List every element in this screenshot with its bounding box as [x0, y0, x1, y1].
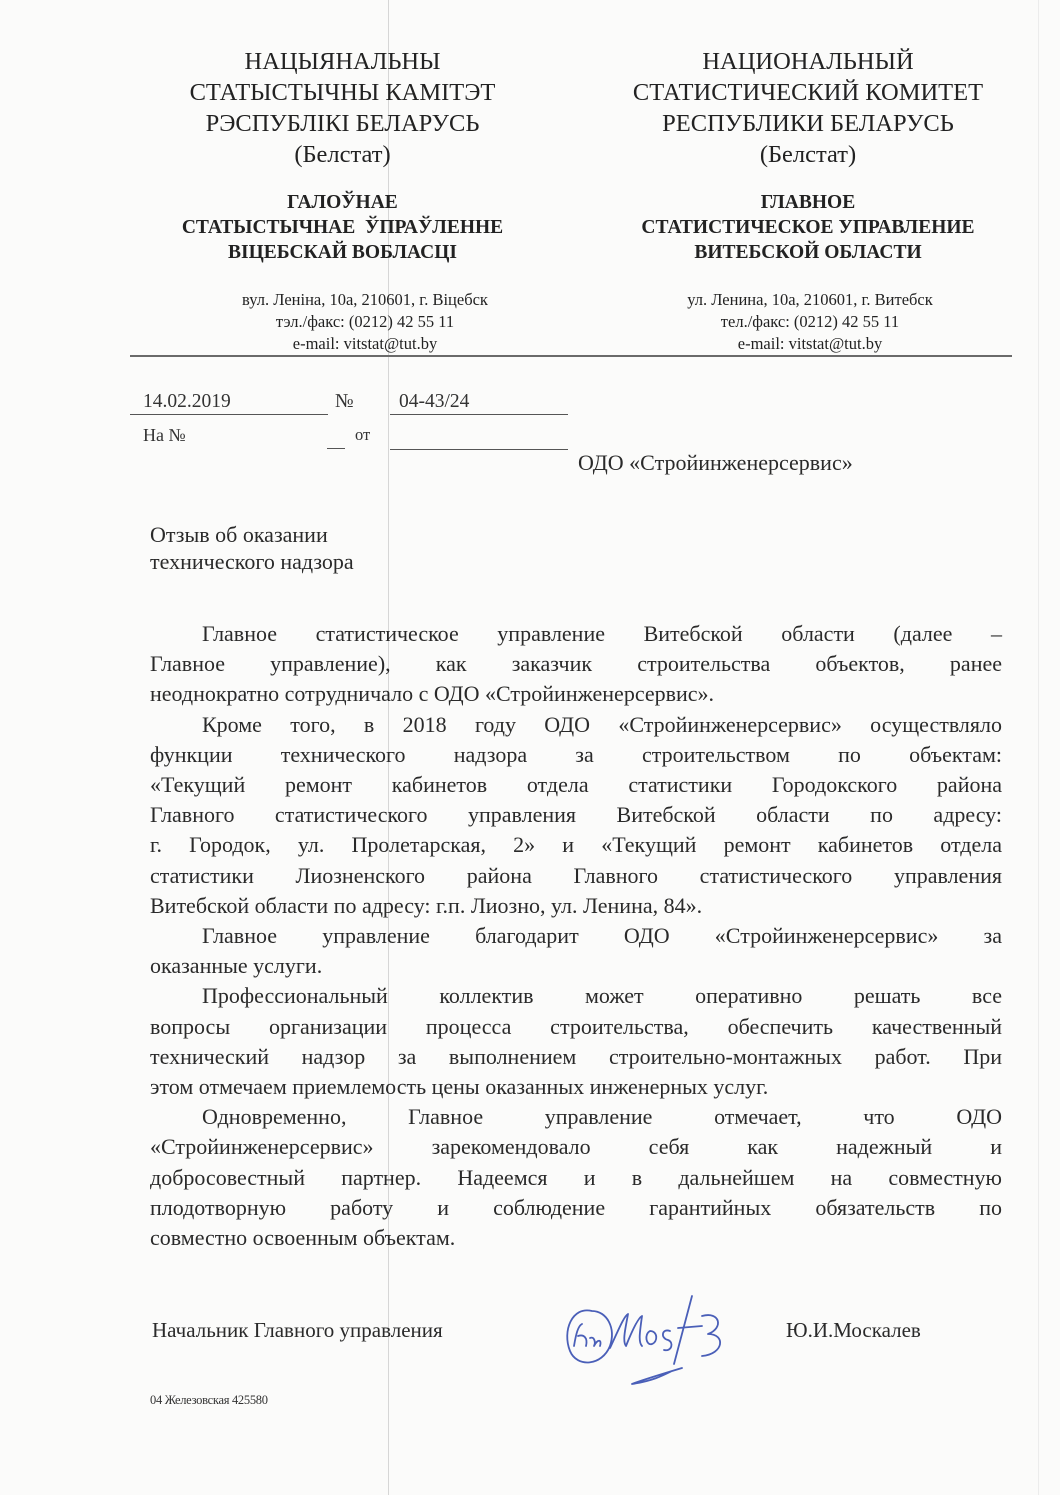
- signatory-name: Ю.И.Москалев: [786, 1318, 921, 1342]
- from-underline: [390, 449, 568, 450]
- scan-edge-line: [1038, 0, 1039, 1495]
- paragraph-line: статистики Лиозненского района Главного статистического управления: [150, 862, 1002, 888]
- email: e-mail: vitstat@tut.by: [292, 334, 438, 353]
- phone: тел./факс: (0212) 42 55 11: [720, 312, 900, 331]
- number-underline: [390, 414, 568, 415]
- body-paragraph: [150, 921, 1002, 981]
- number-sign: №: [335, 391, 354, 412]
- paragraph-line: Главное статистическое управление Витебской области (далее –: [202, 621, 1002, 646]
- addressee: ОДО «Стройинженерсервис»: [578, 450, 853, 475]
- letterhead-dept-be: [150, 190, 535, 265]
- paragraph-line: плодотворную работу и соблюдение гарантийных обязательств по: [150, 1194, 1002, 1220]
- reply-to-label: На №: [143, 425, 186, 445]
- paragraph-line: Профессиональный коллектив может оперативно решать все: [202, 983, 1002, 1009]
- contact-block-ru: [630, 289, 990, 355]
- letterhead-org-be: [150, 46, 535, 170]
- executor-note: 04 Железовская 425580: [150, 1393, 268, 1407]
- email: e-mail: vitstat@tut.by: [737, 334, 883, 353]
- paragraph-line: «Стройинженерсервис» зарекомендовало себя как надежный и: [150, 1134, 1002, 1160]
- paragraph-line: г. Городок, ул. Пролетарская, 2» и «Текущий ремонт кабинетов отдела: [150, 832, 1002, 858]
- dept-line: ГЛАВНОЕ: [760, 192, 856, 213]
- body-paragraph: [150, 619, 1002, 710]
- reply-to-underline: [327, 448, 345, 449]
- address: вул. Леніна, 10а, 210601, г. Віцебск: [242, 290, 488, 309]
- body-paragraph: [150, 1102, 1002, 1253]
- contact-block-be: [200, 289, 530, 355]
- paragraph-line: добросовестный партнер. Надеемся и в дальнейшем на совместную: [150, 1164, 1002, 1190]
- org-line: СТАТИСТИЧЕСКИЙ КОМИТЕТ: [632, 79, 984, 106]
- org-line: РЭСПУБЛІКІ БЕЛАРУСЬ: [205, 110, 480, 137]
- paragraph-line: технический надзор за выполнением строительно-монтажных работ. При: [150, 1043, 1002, 1069]
- org-line: СТАТЫСТЫЧНЫ КАМІТЭТ: [189, 79, 496, 106]
- paragraph-line: Главного статистического управления Витебской области по адресу:: [150, 802, 1002, 828]
- paragraph-line: этом отмечаем приемлемость цены оказанных инженерных услуг.: [150, 1074, 769, 1100]
- address: ул. Ленина, 10а, 210601, г. Витебск: [687, 290, 933, 309]
- paragraph-line: Главное управление), как заказчик строительства объектов, ранее: [150, 651, 1002, 677]
- letter-subject: [150, 521, 354, 575]
- paragraph-line: совместно освоенным объектам.: [150, 1225, 456, 1251]
- dept-line: ГАЛОЎНАЕ: [287, 192, 398, 213]
- outgoing-number: 04-43/24: [399, 391, 470, 412]
- body-paragraph: [150, 710, 1002, 921]
- from-label: от: [355, 425, 371, 444]
- signatory-title: Начальник Главного управления: [152, 1318, 443, 1342]
- date-underline: [130, 414, 328, 415]
- paragraph-line: неоднократно сотрудничало с ОДО «Стройинженерсервис».: [150, 681, 715, 707]
- handwritten-signature: [552, 1276, 752, 1391]
- paragraph-line: функции технического надзора за строительством по объектам:: [150, 741, 1002, 767]
- dept-line: ВИТЕБСКОЙ ОБЛАСТИ: [694, 242, 922, 263]
- dept-line: ВІЦЕБСКАЙ ВОБЛАСЦІ: [228, 242, 457, 263]
- org-line: РЕСПУБЛИКИ БЕЛАРУСЬ: [662, 110, 954, 137]
- paragraph-line: Витебской области по адресу: г.п. Лиозно, ул. Ленина, 84».: [150, 892, 703, 918]
- subject-line: технического надзора: [150, 549, 354, 574]
- dept-line: СТАТИСТИЧЕСКОЕ УПРАВЛЕНИЕ: [641, 217, 975, 238]
- paragraph-line: Главное управление благодарит ОДО «Стройинженерсервис» за: [202, 923, 1002, 949]
- org-line: НАЦЫЯНАЛЬНЫ: [244, 48, 441, 75]
- outgoing-date: 14.02.2019: [143, 391, 231, 412]
- paragraph-line: Одновременно, Главное управление отмечает, что ОДО: [202, 1104, 1002, 1130]
- letterhead-org-ru: [598, 46, 1018, 170]
- paragraph-line: Кроме того, в 2018 году ОДО «Стройинженерсервис» осуществляло: [202, 711, 1002, 737]
- letterhead-dept-ru: [598, 190, 1018, 265]
- org-line: (Белстат): [294, 141, 391, 168]
- letter-body: [150, 619, 1002, 1253]
- body-paragraph: [150, 981, 1002, 1102]
- paragraph-line: «Текущий ремонт кабинетов отдела статистики Городокского района: [150, 772, 1002, 798]
- dept-line: СТАТЫСТЫЧНАЕ ЎПРАЎЛЕННЕ: [181, 217, 504, 238]
- org-line: (Белстат): [759, 141, 857, 168]
- subject-line: Отзыв об оказании: [150, 522, 328, 547]
- phone: тэл./факс: (0212) 42 55 11: [275, 312, 455, 331]
- paragraph-line: вопросы организации процесса строительства, обеспечить качественный: [150, 1013, 1002, 1039]
- letterhead-divider: [130, 355, 1012, 357]
- paragraph-line: оказанные услуги.: [150, 953, 323, 979]
- org-line: НАЦИОНАЛЬНЫЙ: [702, 48, 914, 75]
